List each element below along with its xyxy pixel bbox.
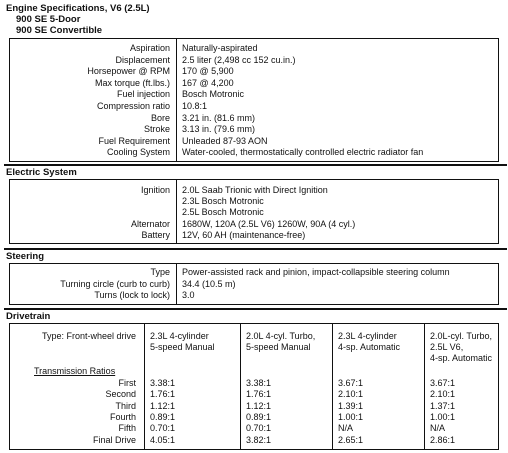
model-name-2: 900 SE Convertible <box>16 25 103 36</box>
electric-spec-row <box>10 196 490 207</box>
section-rule <box>4 248 507 250</box>
ratio-label: Second <box>105 389 136 400</box>
steering-spec-label: Turns (lock to lock) <box>94 290 170 300</box>
engine-spec-row <box>10 55 490 66</box>
ratio-label: Fifth <box>118 423 136 434</box>
drivetrain-table <box>9 323 499 450</box>
steering-spec-value: Power-assisted rack and pinion, impact-collapsible steering column <box>182 267 450 277</box>
engine-spec-label: Horsepower @ RPM <box>87 66 170 77</box>
engine-spec-value: 2.5 liter (2,498 cc 152 cu.in.) <box>182 54 296 65</box>
engine-spec-value: Unleaded 87-93 AON <box>182 135 268 146</box>
steering-spec-label: Type <box>150 267 170 277</box>
section-title-drivetrain: Drivetrain <box>6 311 51 322</box>
engine-spec-label: Stroke <box>143 124 170 135</box>
ratio-value: 4.05:1 <box>150 434 176 445</box>
engine-spec-value: Naturally-aspirated <box>182 43 258 53</box>
engine-spec-value: 3.21 in. (81.6 mm) <box>182 112 256 123</box>
transmission-header-line: 2.0L 4-cyl. Turbo, <box>246 331 316 341</box>
electric-spec-value: 2.3L Bosch Motronic <box>182 196 264 207</box>
electric-spec-row <box>10 219 490 230</box>
ratio-label: First <box>118 378 136 388</box>
engine-spec-value: 3.13 in. (79.6 mm) <box>182 124 256 135</box>
electric-specs-box <box>9 179 499 244</box>
transmission-header-line: 2.3L 4-cylinder <box>338 331 397 341</box>
engine-spec-label: Aspiration <box>129 43 170 53</box>
engine-spec-label: Fuel Requirement <box>98 135 170 146</box>
engine-spec-label: Fuel injection <box>116 89 170 100</box>
ratio-value: 1.12:1 <box>246 400 272 411</box>
ratio-value: 1.76:1 <box>150 389 176 400</box>
engine-specs-box <box>9 38 499 162</box>
electric-spec-label: Battery <box>141 229 170 240</box>
ratio-value: 3.38:1 <box>246 378 272 388</box>
ratio-value: 0.89:1 <box>246 411 272 422</box>
engine-spec-label: Compression ratio <box>96 101 170 111</box>
electric-spec-row <box>10 207 490 218</box>
column-divider <box>424 324 425 449</box>
transmission-header-line: 5-speed Manual <box>246 342 311 352</box>
ratio-value: 1.00:1 <box>430 411 456 422</box>
ratio-value: 1.37:1 <box>430 400 456 411</box>
ratio-value: 3.38:1 <box>150 378 176 388</box>
ratio-value: 0.70:1 <box>246 423 272 434</box>
ratio-value: 2.65:1 <box>338 434 364 445</box>
ratio-label: Third <box>115 400 136 411</box>
engine-spec-value: Water-cooled, thermostatically controlled electric radiator fan <box>182 147 424 158</box>
ratio-value: N/A <box>430 423 446 434</box>
section-rule <box>4 308 507 310</box>
electric-spec-row <box>10 185 490 196</box>
engine-spec-row <box>10 66 490 77</box>
ratio-value: 1.00:1 <box>338 411 364 422</box>
engine-spec-row <box>10 113 490 124</box>
ratio-value: 2.10:1 <box>430 389 456 400</box>
ratio-value: 1.12:1 <box>150 400 176 411</box>
model-name-1: 900 SE 5-Door <box>16 14 81 25</box>
ratio-value: 3.67:1 <box>338 378 364 388</box>
ratio-value: 1.39:1 <box>338 400 364 411</box>
engine-spec-row <box>10 147 490 158</box>
transmission-header-line: 5-speed Manual <box>150 342 215 352</box>
electric-spec-value: 1680W, 120A (2.5L V6) 1260W, 90A (4 cyl.) <box>182 218 356 229</box>
steering-spec-row <box>10 267 490 278</box>
section-title-steering: Steering <box>6 251 45 262</box>
steering-spec-label: Turning circle (curb to curb) <box>60 278 170 289</box>
steering-spec-value: 3.0 <box>182 290 195 300</box>
engine-spec-value: 170 @ 5,900 <box>182 66 234 77</box>
engine-spec-label: Displacement <box>115 54 170 65</box>
ratio-value: 3.67:1 <box>430 378 456 388</box>
ratio-value: 0.70:1 <box>150 423 176 434</box>
engine-spec-label: Cooling System <box>106 147 170 158</box>
steering-spec-value: 34.4 (10.5 m) <box>182 278 236 289</box>
ratio-label: Final Drive <box>92 434 136 445</box>
transmission-header-line: 4-sp. Automatic <box>430 353 493 363</box>
electric-spec-value: 2.5L Bosch Motronic <box>182 207 264 218</box>
transmission-header-line: 2.0L-cyl. Turbo, <box>430 331 493 341</box>
engine-spec-value: 10.8:1 <box>182 101 208 111</box>
ratio-value: 2.10:1 <box>338 389 364 400</box>
engine-spec-value: 167 @ 4,200 <box>182 77 234 88</box>
electric-spec-label: Ignition <box>140 185 170 195</box>
column-divider <box>332 324 333 449</box>
electric-spec-label: Alternator <box>130 218 170 229</box>
ratio-label: Fourth <box>109 411 136 422</box>
drivetrain-type-label: Type: Front-wheel drive <box>41 331 136 341</box>
engine-spec-row <box>10 89 490 100</box>
ratio-value: 2.86:1 <box>430 434 456 445</box>
steering-spec-row <box>10 279 490 290</box>
engine-spec-value: Bosch Motronic <box>182 89 245 100</box>
ratio-value: 1.76:1 <box>246 389 272 400</box>
engine-spec-label: Max torque (ft.lbs.) <box>94 77 170 88</box>
engine-spec-row <box>10 43 490 54</box>
transmission-header-line: 4-sp. Automatic <box>338 342 401 352</box>
engine-spec-row <box>10 78 490 89</box>
electric-spec-row <box>10 230 490 241</box>
engine-spec-row <box>10 136 490 147</box>
electric-spec-value: 12V, 60 AH (maintenance-free) <box>182 229 306 240</box>
section-rule <box>4 164 507 166</box>
engine-spec-label: Bore <box>150 112 170 123</box>
ratio-value: 0.89:1 <box>150 411 176 422</box>
engine-spec-row <box>10 101 490 112</box>
steering-specs-box <box>9 263 499 305</box>
column-divider <box>240 324 241 449</box>
transmission-header-line: 2.3L 4-cylinder <box>150 331 209 341</box>
column-divider <box>144 324 145 449</box>
engine-spec-row <box>10 124 490 135</box>
ratio-value: 3.82:1 <box>246 434 272 445</box>
ratio-value: N/A <box>338 423 354 434</box>
transmission-header-line: 2.5L V6, <box>430 342 464 352</box>
electric-spec-value: 2.0L Saab Trionic with Direct Ignition <box>182 185 328 195</box>
page-title: Engine Specifications, V6 (2.5L) <box>6 3 150 14</box>
section-title-electric: Electric System <box>6 167 77 178</box>
steering-spec-row <box>10 290 490 301</box>
transmission-ratios-heading: Transmission Ratios <box>34 366 116 376</box>
